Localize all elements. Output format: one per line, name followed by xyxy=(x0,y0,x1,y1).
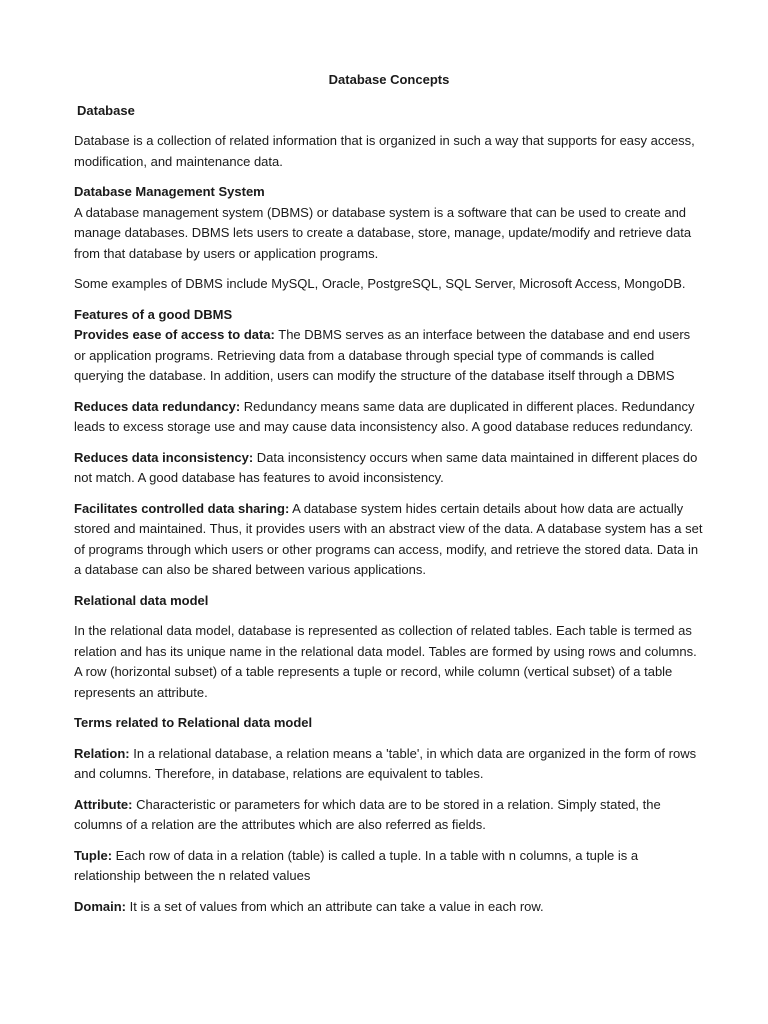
paragraph-database: Database is a collection of related information that is organized in such a way that supports for easy access, modification, and maintenance data. xyxy=(74,133,695,169)
term-tuple xyxy=(74,846,704,887)
term-label: Relation: xyxy=(74,745,130,761)
term-label: Tuple: xyxy=(74,847,113,863)
paragraph-dbms: A database management system (DBMS) or database system is a software that can be used to create and manage databases. DBMS lets users to create a database, store, manage, update/modify and retrieve data from that database by users or application programs. xyxy=(74,204,692,261)
feature-text: A database system hides certain details about how data are actually stored and maintained. Thus, it provides users with an abstract view of the data. A database system has a set of programs through which users or other programs can access, modify, and retrieve the stored data. Data in a database can also be shared between various applications. xyxy=(74,500,703,577)
heading-terms: Terms related to Relational data model xyxy=(74,715,313,730)
feature-term: Reduces data inconsistency: xyxy=(74,449,254,465)
heading-relational-model: Relational data model xyxy=(74,592,209,608)
term-label: Attribute: xyxy=(74,796,133,812)
term-attribute xyxy=(74,795,704,836)
feature-term: Reduces data redundancy: xyxy=(74,398,241,414)
term-text: In a relational database, a relation means a 'table', in which data are organized in the form of rows and columns. Therefore, in database, relations are equivalent to tables. xyxy=(74,745,697,781)
feature-term: Facilitates controlled data sharing: xyxy=(74,500,290,516)
term-domain xyxy=(74,897,704,918)
feature-redundancy xyxy=(74,397,704,438)
feature-text: The DBMS serves as an interface between the database and end users or application programs. Retrieving data from a database through special type of commands is called querying the database. In addition, users can modify the structure of the database itself through a DBMS xyxy=(74,327,691,383)
heading-dbms: Database Management System xyxy=(74,184,265,199)
feature-term: Provides ease of access to data: xyxy=(74,327,275,342)
term-relation xyxy=(74,744,704,785)
term-label: Domain: xyxy=(74,898,126,914)
term-text: Characteristic or parameters for which data are to be stored in a relation. Simply stated, the columns of a relation are the attributes which are also referred as fields. xyxy=(74,796,661,832)
feature-data-sharing xyxy=(74,499,704,581)
feature-text: Redundancy means same data are duplicated in different places. Redundancy leads to excess storage use and may cause data inconsistency also. A good database reduces redundancy. xyxy=(74,398,695,434)
paragraph-relational-model: In the relational data model, database is represented as collection of related tables. Each table is termed as relation and has its unique name in the relational data model. Tables are formed by using rows and columns. A row (horizontal subset) of a table represents a tuple or record, while column (vertical subset) of a table represents an attribute. xyxy=(74,623,697,700)
document-page xyxy=(74,70,704,927)
term-text: Each row of data in a relation (table) is called a tuple. In a table with n columns, a tuple is a relationship between the n related values xyxy=(74,847,639,883)
paragraph-examples: Some examples of DBMS include MySQL, Oracle, PostgreSQL, SQL Server, Microsoft Access, MongoDB. xyxy=(74,276,686,291)
feature-inconsistency xyxy=(74,448,704,489)
document-title: Database Concepts xyxy=(328,72,450,87)
feature-text: Data inconsistency occurs when same data maintained in different places do not match. A good database has features to avoid inconsistency. xyxy=(74,449,698,485)
heading-database: Database xyxy=(77,102,135,118)
term-text: It is a set of values from which an attribute can take a value in each row. xyxy=(126,898,544,914)
feature-ease-of-access xyxy=(74,325,704,387)
heading-features: Features of a good DBMS xyxy=(74,306,233,322)
